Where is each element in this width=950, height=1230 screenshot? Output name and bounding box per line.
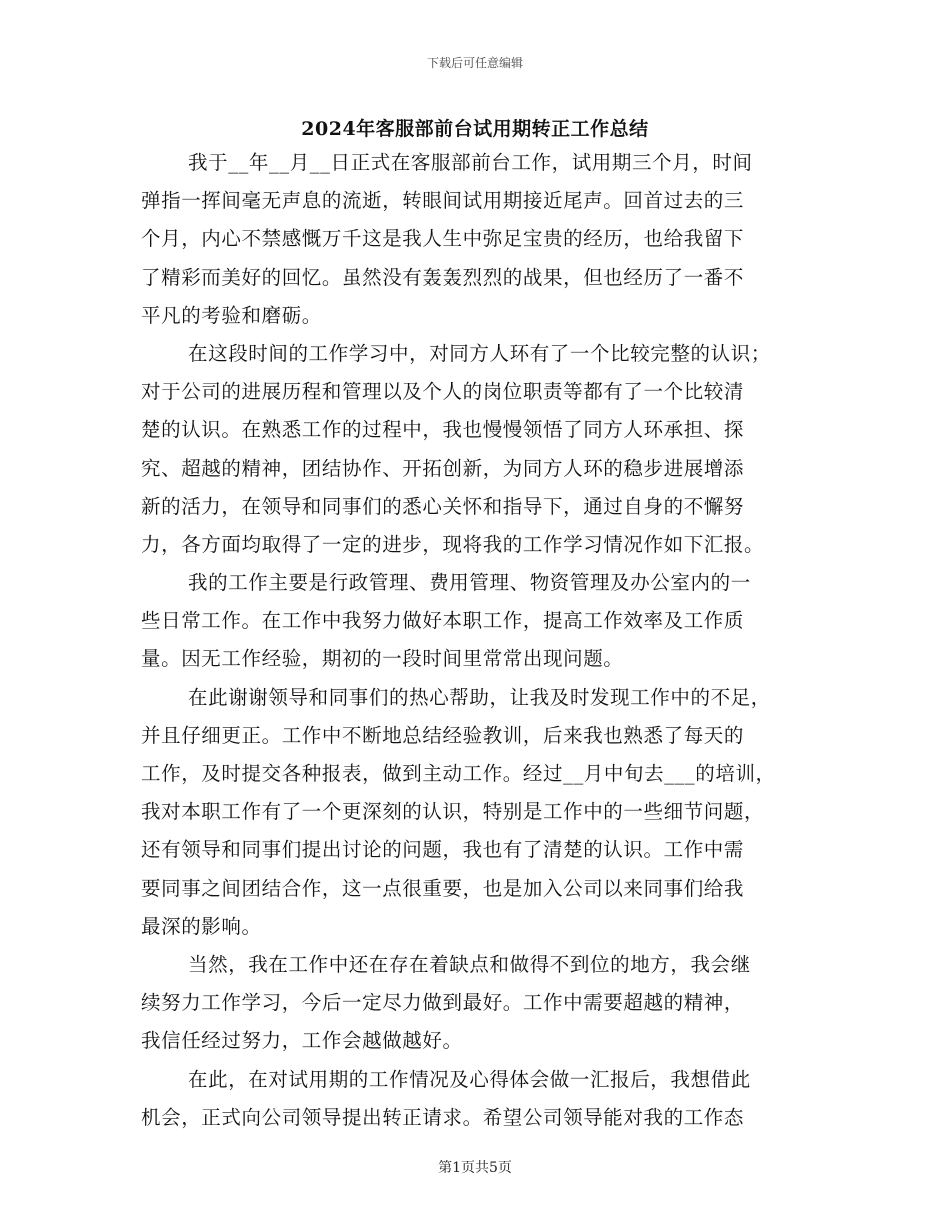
paragraph-5-line-1: 当然，我在工作中还在存在着缺点和做得不到位的地方，我会继: [188, 952, 751, 976]
page-number-footer: 第1页共5页: [438, 1160, 512, 1176]
paragraph-4-line-2: 并且仔细更正。工作中不断地总结经验教训，后来我也熟悉了每天的: [141, 723, 745, 747]
paragraph-4-line-3: 工作，及时提交各种报表，做到主动工作。经过__月中旬去___的培训，: [141, 762, 776, 785]
document-title: 2024年客服部前台试用期转正工作总结: [301, 118, 649, 140]
paragraph-1-line-2: 弹指一挥间毫无声息的流逝，转眼间试用期接近尾声。回首过去的三: [141, 189, 745, 213]
paragraph-4-line-5: 还有领导和同事们提出讨论的问题，我也有了清楚的认识。工作中需: [141, 838, 745, 862]
paragraph-2-line-6: 力，各方面均取得了一定的进步，现将我的工作学习情况作如下汇报。: [141, 532, 765, 556]
paragraph-2-line-1: 在这段时间的工作学习中，对同方人环有了一个比较完整的认识；: [188, 341, 771, 365]
paragraph-4-line-4: 我对本职工作有了一个更深刻的认识，特别是工作中的一些细节问题，: [141, 800, 765, 824]
paragraph-4-line-1: 在此谢谢领导和同事们的热心帮助，让我及时发现工作中的不足，: [188, 685, 771, 709]
paragraph-3-line-1: 我的工作主要是行政管理、费用管理、物资管理及办公室内的一: [188, 571, 751, 595]
document-body: [141, 144, 811, 1137]
paragraph-1-line-3: 个月，内心不禁感慨万千这是我人生中弥足宝贵的经历，也给我留下: [141, 227, 745, 251]
paragraph-5-line-3: 我信任经过努力，工作会越做越好。: [141, 1029, 463, 1053]
paragraph-4-line-7: 最深的影响。: [141, 914, 262, 938]
paragraph-3-line-3: 量。因无工作经验，期初的一段时间里常常出现问题。: [141, 647, 624, 671]
paragraph-2-line-5: 新的活力，在领导和同事们的悉心关怀和指导下，通过自身的不懈努: [141, 494, 745, 518]
paragraph-4-line-6: 要同事之间团结合作，这一点很重要，也是加入公司以来同事们给我: [141, 876, 745, 900]
paragraph-1-line-4: 了精彩而美好的回忆。虽然没有轰轰烈烈的战果，但也经历了一番不: [141, 265, 745, 289]
paragraph-2-line-4: 究、超越的精神，团结协作、开拓创新，为同方人环的稳步进展增添: [141, 456, 745, 480]
paragraph-1-line-1: 我于__年__月__日正式在客服部前台工作，试用期三个月，时间: [188, 151, 753, 174]
header-note: 下载后可任意编辑: [426, 56, 523, 70]
paragraph-1-line-5: 平凡的考验和磨砺。: [141, 303, 322, 327]
paragraph-2-line-2: 对于公司的进展历程和管理以及个人的岗位职责等都有了一个比较清: [141, 380, 745, 404]
paragraph-2-line-3: 楚的认识。在熟悉工作的过程中，我也慢慢领悟了同方人环承担、探: [141, 418, 745, 442]
paragraph-6-line-2: 机会，正式向公司领导提出转正请求。希望公司领导能对我的工作态: [141, 1105, 745, 1129]
paragraph-5-line-2: 续努力工作学习，今后一定尽力做到最好。工作中需要超越的精神，: [141, 991, 745, 1015]
paragraph-6-line-1: 在此，在对试用期的工作情况及心得体会做一汇报后，我想借此: [188, 1067, 751, 1091]
paragraph-3-line-2: 些日常工作。在工作中我努力做好本职工作，提高工作效率及工作质: [141, 609, 745, 633]
